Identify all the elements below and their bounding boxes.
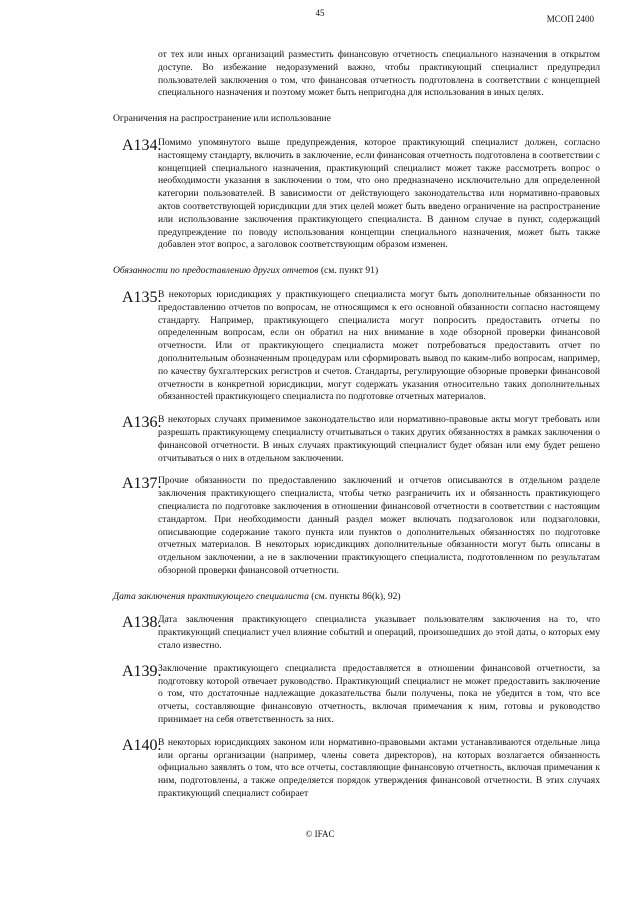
heading-italic: Дата заключения практикующего специалиста (113, 590, 309, 602)
paragraph-text: Заключение практикующего специалиста предоставляется в отношении финансовой отчетности, за подготовку которой отвечает руководство. Практикующий специалист не может предоставить заключение о том, что достаточные надлежащие доказательства были получены, пока не убедится в том, что все отчеты, составляющие финансовую отчетность, включая примечания к ним, готовы и руководство принимает на себя ответственность за них. (158, 662, 600, 726)
paragraph-text: В некоторых юрисдикциях законом или нормативно-правовыми актами устанавливаются отдельные лица или органы организации (например, члены совета директоров), на которых возлагается обязанность официально заявлять о том, что все отчеты, составляющие финансовую отчетность, включая примечания к ним, подготовлены, а также определяется порядок утверждения финансовой отчетности. В этих случаях практикующий специалист собирает (158, 736, 600, 800)
heading-reference: (см. пункт 91) (320, 265, 379, 277)
heading-italic: Обязанности по предоставлению других отчетов (113, 265, 319, 277)
paragraph-a137 (113, 475, 600, 577)
paragraph-text: Помимо упомянутого выше предупреждения, которое практикующий специалист должен, согласно настоящему стандарту, включить в заключение, если финансовая отчетность подготовлена в соответствии с концепцией специального назначения, практикующий специалист может также рассмотреть вопрос о необходимости указания в заключении о том, что оно предназначено исключительно для определенной категории пользователей. В зависимости от действующего законодательства или нормативно-правовых актов соответствующей юрисдикции для этих целей может быть введено ограничение на распространение или использование заключения практикующего специалиста. В данном случае в пункт, содержащий предупреждение по поводу использования концепции специального назначения, может быть также добавлен этот вопрос, а заголовок соответствующим образом изменен. (158, 136, 600, 251)
paragraph-a135 (113, 289, 600, 404)
section-heading-report-date (113, 591, 600, 604)
heading-reference: (см. пункты 86(k), 92) (311, 590, 401, 602)
footer-copyright: © IFAC (305, 829, 335, 839)
paragraph-text: Прочие обязанности по предоставлению заключений и отчетов описываются в отдельном разделе заключения практикующего специалиста, чтобы четко разграничить их и обязанность практикующего специалиста по подготовке заключения в отношении финансовой отчетности в соответствии с настоящим стандартом. При необходимости данный раздел может включать подзаголовок или подзаголовки, описывающие содержание такого пункта или пунктов о дополнительных обязанностях по подготовке отчетных материалов. В некоторых юрисдикциях дополнительные обязанности могут быть описаны в отдельном заключении, а не в заключении практикующего специалиста, подготовленном по результатам обзорной проверки финансовой отчетности. (158, 475, 600, 576)
paragraph-number: A137. (122, 475, 162, 493)
paragraph-number: A140. (122, 736, 162, 754)
paragraph-number: A135. (122, 288, 162, 306)
page-number: 45 (315, 8, 325, 18)
continuation-paragraph: от тех или иных организаций разместить финансовую отчетность специального назначения в открытом доступе. Во избежание недоразумений важно, чтобы практикующий специалист предупредил пользователей заключения о том, что финансовая отчетность подготовлена в соответствии с концепцией специального назначения и поэтому может быть непригодна для использования в иных целях. (158, 49, 600, 99)
paragraph-number: A139. (122, 662, 162, 680)
paragraph-a134 (113, 137, 600, 252)
paragraph-a139 (113, 663, 600, 727)
page-content (113, 49, 600, 811)
section-heading-restrictions: Ограничения на распространение или использование (113, 113, 331, 125)
section-heading-other-reporting (113, 265, 600, 278)
paragraph-text: В некоторых юрисдикциях у практикующего специалиста могут быть дополнительные обязанности по предоставлению отчетов по вопросам, не относящимся к его основной обязанности согласно настоящему стандарту. Например, практикующего специалиста могут попросить предоставить отчеты по определенным вопросам, если он обратил на них внимание в ходе обзорной проверки финансовой отчетности. Или от практикующего специалиста может потребоваться предоставить отчет по дополнительным обозначенным процедурам или сформировать вывод по каким-либо вопросам, например, по качеству бухгалтерских регистров и счетов. Стандарты, регулирующие обзорные проверки финансовой отчетности в конкретной юрисдикции, могут содержать указания относительно таких дополнительных обязанностей практикующего специалиста по подготовке отчетных материалов. (158, 288, 600, 403)
paragraph-a136 (113, 414, 600, 465)
paragraph-number: A138. (122, 614, 162, 632)
paragraph-text: В некоторых случаях применимое законодательство или нормативно-правовые акты могут требовать или разрешать практикующему специалисту отчитываться о таких других обязанностях в рамках заключения о финансовой отчетности. В иных случаях практикующий специалист будет обязан или ему будет решено отчитываться о них в отдельном заключении. (158, 414, 600, 464)
paragraph-a140 (113, 737, 600, 801)
running-head: МСОП 2400 (546, 14, 594, 24)
paragraph-number: A134. (122, 136, 162, 154)
paragraph-text: Дата заключения практикующего специалиста указывает пользователям заключения на то, что практикующий специалист учел влияние событий и операций, произошедших до этой даты, о которых ему стало известно. (158, 614, 600, 652)
paragraph-number: A136. (122, 414, 162, 432)
paragraph-a138 (113, 614, 600, 652)
